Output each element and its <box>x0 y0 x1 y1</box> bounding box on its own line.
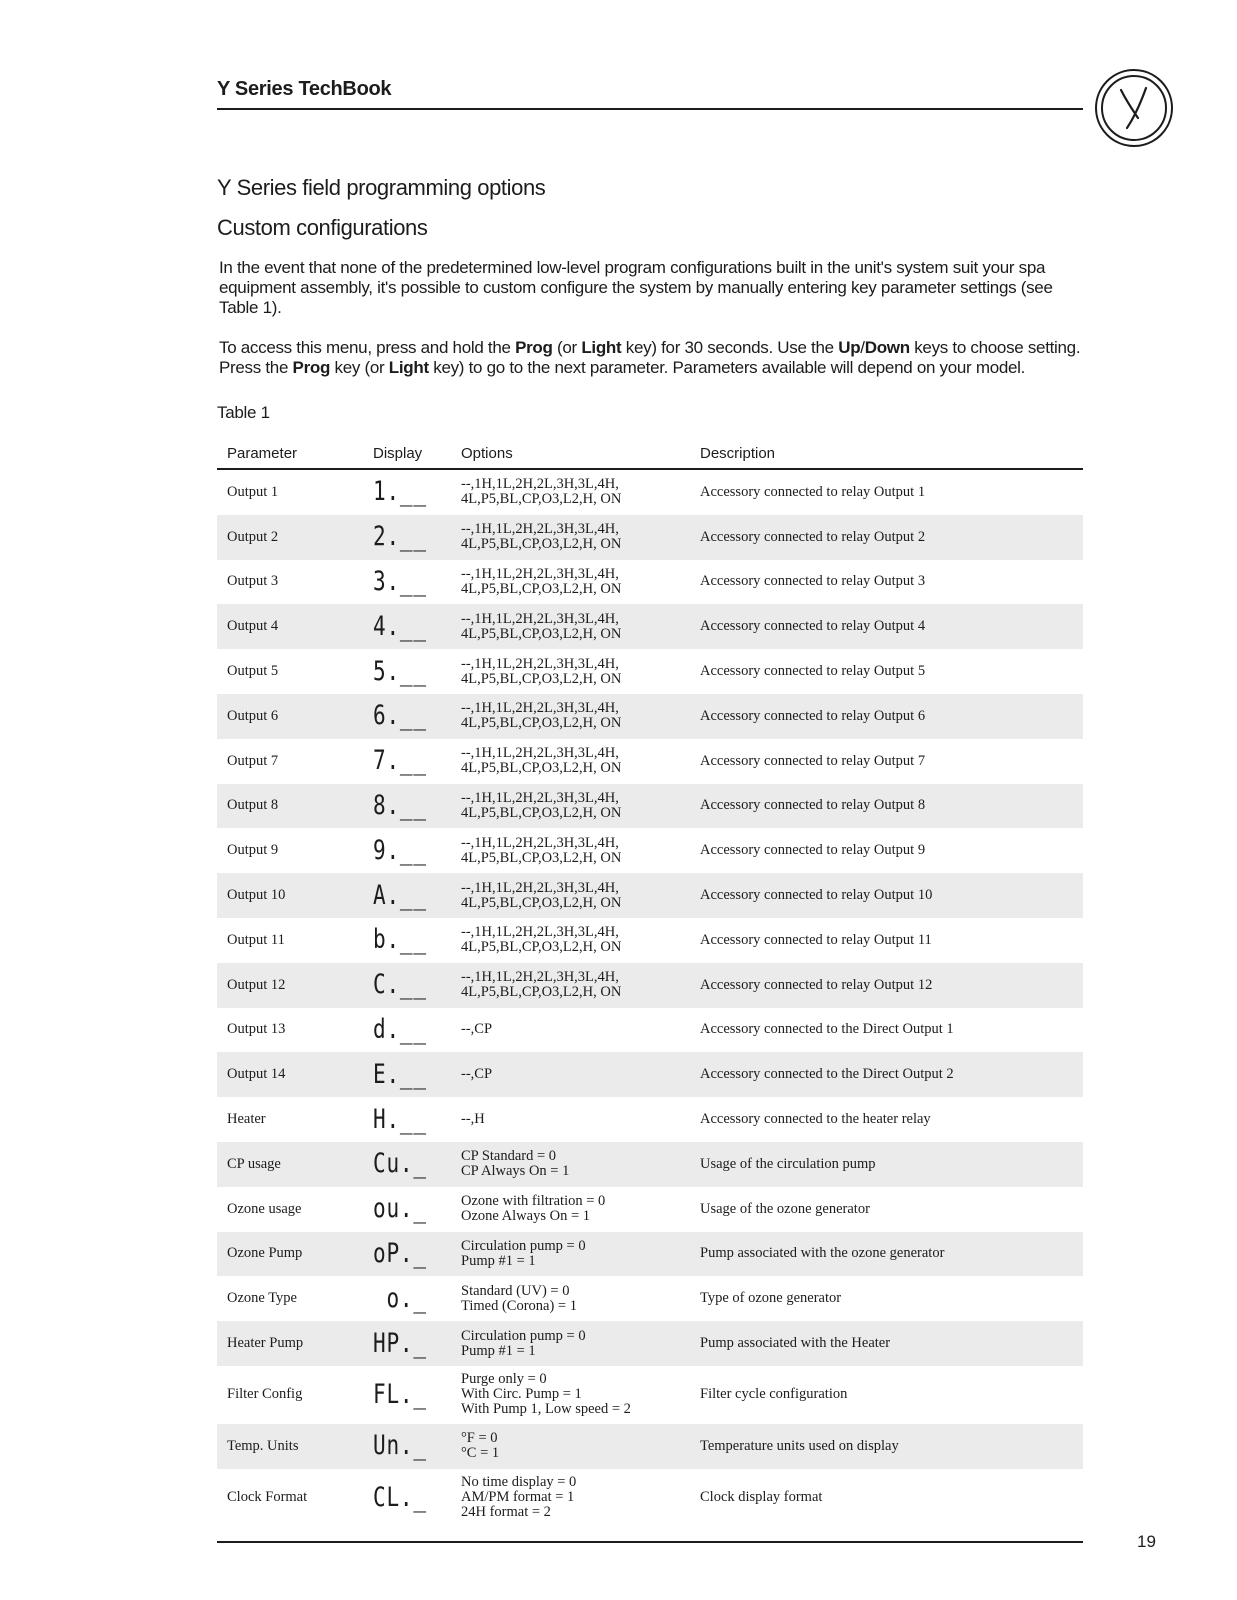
description-cell: Accessory connected to the heater relay <box>700 1111 931 1128</box>
display-code: CL._ <box>373 1481 427 1513</box>
options-cell: --,1H,1L,2H,2L,3H,3L,4H, 4L,P5,BL,CP,O3,L2,H, ON <box>461 924 622 956</box>
table-row <box>217 1276 1083 1321</box>
parameter-cell: Output 5 <box>227 663 279 680</box>
display-code: 8.__ <box>373 789 427 821</box>
parameter-cell: Output 3 <box>227 573 279 590</box>
header-description: Description <box>690 438 1083 469</box>
options-cell: --,1H,1L,2H,2L,3H,3L,4H, 4L,P5,BL,CP,O3,L2,H, ON <box>461 879 622 911</box>
description-cell: Accessory connected to relay Output 1 <box>700 483 926 500</box>
running-header: Y Series TechBook <box>217 78 392 100</box>
display-code: 2.__ <box>373 521 427 553</box>
display-code: H.__ <box>373 1103 427 1135</box>
display-code: HP._ <box>373 1327 427 1359</box>
options-cell: --,1H,1L,2H,2L,3H,3L,4H, 4L,P5,BL,CP,O3,L2,H, ON <box>461 789 622 821</box>
display-code: E.__ <box>373 1058 427 1090</box>
table-row <box>217 1424 1083 1469</box>
description-cell: Accessory connected to relay Output 12 <box>700 976 933 993</box>
parameter-cell: Heater Pump <box>227 1335 304 1352</box>
description-cell: Accessory connected to the Direct Output 1 <box>700 1021 954 1038</box>
display-code: 4.__ <box>373 610 427 642</box>
description-cell: Accessory connected to relay Output 3 <box>700 573 926 590</box>
table-row <box>217 828 1083 873</box>
options-cell: Purge only = 0 With Circ. Pump = 1 With Pump 1, Low speed = 2 <box>461 1371 631 1418</box>
parameter-cell: Output 8 <box>227 797 279 814</box>
options-cell: --,1H,1L,2H,2L,3H,3L,4H, 4L,P5,BL,CP,O3,L2,H, ON <box>461 610 622 642</box>
table-row <box>217 515 1083 560</box>
header-rule <box>217 108 1083 110</box>
intro-paragraph: In the event that none of the predetermined low-level program configurations built in the unit's system suit your spa equipment assembly, it's possible to custom configure the system by manually entering key parameter settings (see Table 1). <box>219 258 1053 317</box>
parameter-cell: Output 9 <box>227 842 279 859</box>
y-logo-icon <box>1094 68 1174 148</box>
table-row <box>217 1187 1083 1232</box>
down-key: Down <box>864 338 910 357</box>
options-cell: --,CP <box>461 1021 493 1038</box>
light-key: Light <box>581 338 622 357</box>
options-cell: --,1H,1L,2H,2L,3H,3L,4H, 4L,P5,BL,CP,O3,L2,H, ON <box>461 834 622 866</box>
section-title: Y Series field programming options <box>217 175 546 200</box>
display-code: ou._ <box>373 1193 427 1225</box>
display-code: b.__ <box>373 924 427 956</box>
parameter-cell: Output 14 <box>227 1066 286 1083</box>
description-cell: Accessory connected to relay Output 11 <box>700 931 932 948</box>
parameters-table <box>217 438 1083 1527</box>
table-row <box>217 604 1083 649</box>
table-row <box>217 1366 1083 1424</box>
parameter-cell: Ozone usage <box>227 1200 302 1217</box>
table-header-row <box>217 438 1083 469</box>
header-parameter: Parameter <box>217 438 363 469</box>
parameter-cell: Output 11 <box>227 931 285 948</box>
options-cell: Circulation pump = 0 Pump #1 = 1 <box>461 1327 586 1359</box>
header-display: Display <box>363 438 451 469</box>
table-row <box>217 1321 1083 1366</box>
description-cell: Clock display format <box>700 1489 823 1506</box>
table-row <box>217 784 1083 829</box>
parameter-cell: Clock Format <box>227 1489 308 1506</box>
description-cell: Type of ozone generator <box>700 1290 842 1307</box>
display-code: C.__ <box>373 969 427 1001</box>
parameter-cell: Output 7 <box>227 752 279 769</box>
options-cell: --,1H,1L,2H,2L,3H,3L,4H, 4L,P5,BL,CP,O3,L2,H, ON <box>461 476 622 508</box>
parameter-cell: Output 13 <box>227 1021 286 1038</box>
parameter-cell: Output 10 <box>227 887 286 904</box>
table-label: Table 1 <box>217 403 270 422</box>
access-instructions-paragraph: To access this menu, press and hold the Prog (or Light key) for 30 seconds. Use the Up/Down keys to choose setting. Press the Prog key (or Light key) to go to the next parameter. Parameters available will depend on your model. <box>219 338 1081 377</box>
table-row <box>217 694 1083 739</box>
parameter-cell: Output 12 <box>227 976 286 993</box>
parameter-cell: Temp. Units <box>227 1437 299 1454</box>
options-cell: --,1H,1L,2H,2L,3H,3L,4H, 4L,P5,BL,CP,O3,L2,H, ON <box>461 969 622 1001</box>
table-row <box>217 560 1083 605</box>
display-code: A.__ <box>373 879 427 911</box>
parameter-cell: Output 6 <box>227 707 279 724</box>
table-row <box>217 1232 1083 1277</box>
parameter-cell: Output 2 <box>227 528 279 545</box>
description-cell: Pump associated with the Heater <box>700 1335 891 1352</box>
display-code: oP._ <box>373 1237 427 1269</box>
options-cell: --,1H,1L,2H,2L,3H,3L,4H, 4L,P5,BL,CP,O3,L2,H, ON <box>461 655 622 687</box>
description-cell: Accessory connected to relay Output 2 <box>700 528 926 545</box>
options-cell: °F = 0 °C = 1 <box>461 1430 500 1462</box>
table-row <box>217 1052 1083 1097</box>
display-code: 7.__ <box>373 745 427 777</box>
description-cell: Temperature units used on display <box>700 1437 899 1454</box>
options-cell: Ozone with filtration = 0 Ozone Always On = 1 <box>461 1193 606 1225</box>
subsection-title: Custom configurations <box>217 215 428 240</box>
display-code: 3.__ <box>373 565 427 597</box>
display-code: 1.__ <box>373 476 427 508</box>
options-cell: CP Standard = 0 CP Always On = 1 <box>461 1148 570 1180</box>
description-cell: Accessory connected to relay Output 9 <box>700 842 926 859</box>
parameter-cell: Ozone Type <box>227 1290 297 1307</box>
header-options: Options <box>451 438 690 469</box>
table-row <box>217 1008 1083 1053</box>
description-cell: Accessory connected to the Direct Output 2 <box>700 1066 954 1083</box>
parameter-cell: Heater <box>227 1111 266 1128</box>
display-code: Un._ <box>373 1430 427 1462</box>
description-cell: Filter cycle configuration <box>700 1386 848 1403</box>
description-cell: Usage of the circulation pump <box>700 1155 876 1172</box>
table-row <box>217 1097 1083 1142</box>
table-row <box>217 649 1083 694</box>
description-cell: Accessory connected to relay Output 7 <box>700 752 926 769</box>
description-cell: Usage of the ozone generator <box>700 1200 870 1217</box>
display-code: o._ <box>373 1282 427 1314</box>
options-cell: No time display = 0 AM/PM format = 1 24H format = 2 <box>461 1474 577 1521</box>
display-code: Cu._ <box>373 1148 427 1180</box>
table-row <box>217 1469 1083 1527</box>
parameter-cell: CP usage <box>227 1155 281 1172</box>
options-cell: --,1H,1L,2H,2L,3H,3L,4H, 4L,P5,BL,CP,O3,L2,H, ON <box>461 565 622 597</box>
options-cell: --,1H,1L,2H,2L,3H,3L,4H, 4L,P5,BL,CP,O3,L2,H, ON <box>461 745 622 777</box>
light-key: Light <box>388 358 429 377</box>
parameter-cell: Output 4 <box>227 618 279 635</box>
footer-rule <box>217 1541 1083 1543</box>
display-code: 9.__ <box>373 834 427 866</box>
description-cell: Accessory connected to relay Output 8 <box>700 797 926 814</box>
table-row <box>217 469 1083 515</box>
parameter-cell: Output 1 <box>227 483 279 500</box>
display-code: d.__ <box>373 1013 427 1045</box>
options-cell: --,1H,1L,2H,2L,3H,3L,4H, 4L,P5,BL,CP,O3,L2,H, ON <box>461 700 622 732</box>
description-cell: Accessory connected to relay Output 6 <box>700 707 926 724</box>
parameter-cell: Filter Config <box>227 1386 303 1403</box>
options-cell: Circulation pump = 0 Pump #1 = 1 <box>461 1237 586 1269</box>
options-cell: --,CP <box>461 1066 493 1083</box>
table-row <box>217 739 1083 784</box>
options-cell: --,H <box>461 1111 485 1128</box>
prog-key: Prog <box>515 338 553 357</box>
table-row <box>217 1142 1083 1187</box>
table-row <box>217 963 1083 1008</box>
display-code: FL._ <box>373 1378 427 1410</box>
options-cell: Standard (UV) = 0 Timed (Corona) = 1 <box>461 1282 577 1314</box>
description-cell: Accessory connected to relay Output 10 <box>700 887 933 904</box>
description-cell: Accessory connected to relay Output 5 <box>700 663 926 680</box>
options-cell: --,1H,1L,2H,2L,3H,3L,4H, 4L,P5,BL,CP,O3,L2,H, ON <box>461 521 622 553</box>
table-row <box>217 918 1083 963</box>
display-code: 5.__ <box>373 655 427 687</box>
up-key: Up <box>838 338 861 357</box>
parameter-cell: Ozone Pump <box>227 1245 303 1262</box>
prog-key: Prog <box>292 358 331 377</box>
table-row <box>217 873 1083 918</box>
display-code: 6.__ <box>373 700 427 732</box>
page-number: 19 <box>1137 1532 1156 1551</box>
description-cell: Pump associated with the ozone generator <box>700 1245 945 1262</box>
description-cell: Accessory connected to relay Output 4 <box>700 618 926 635</box>
